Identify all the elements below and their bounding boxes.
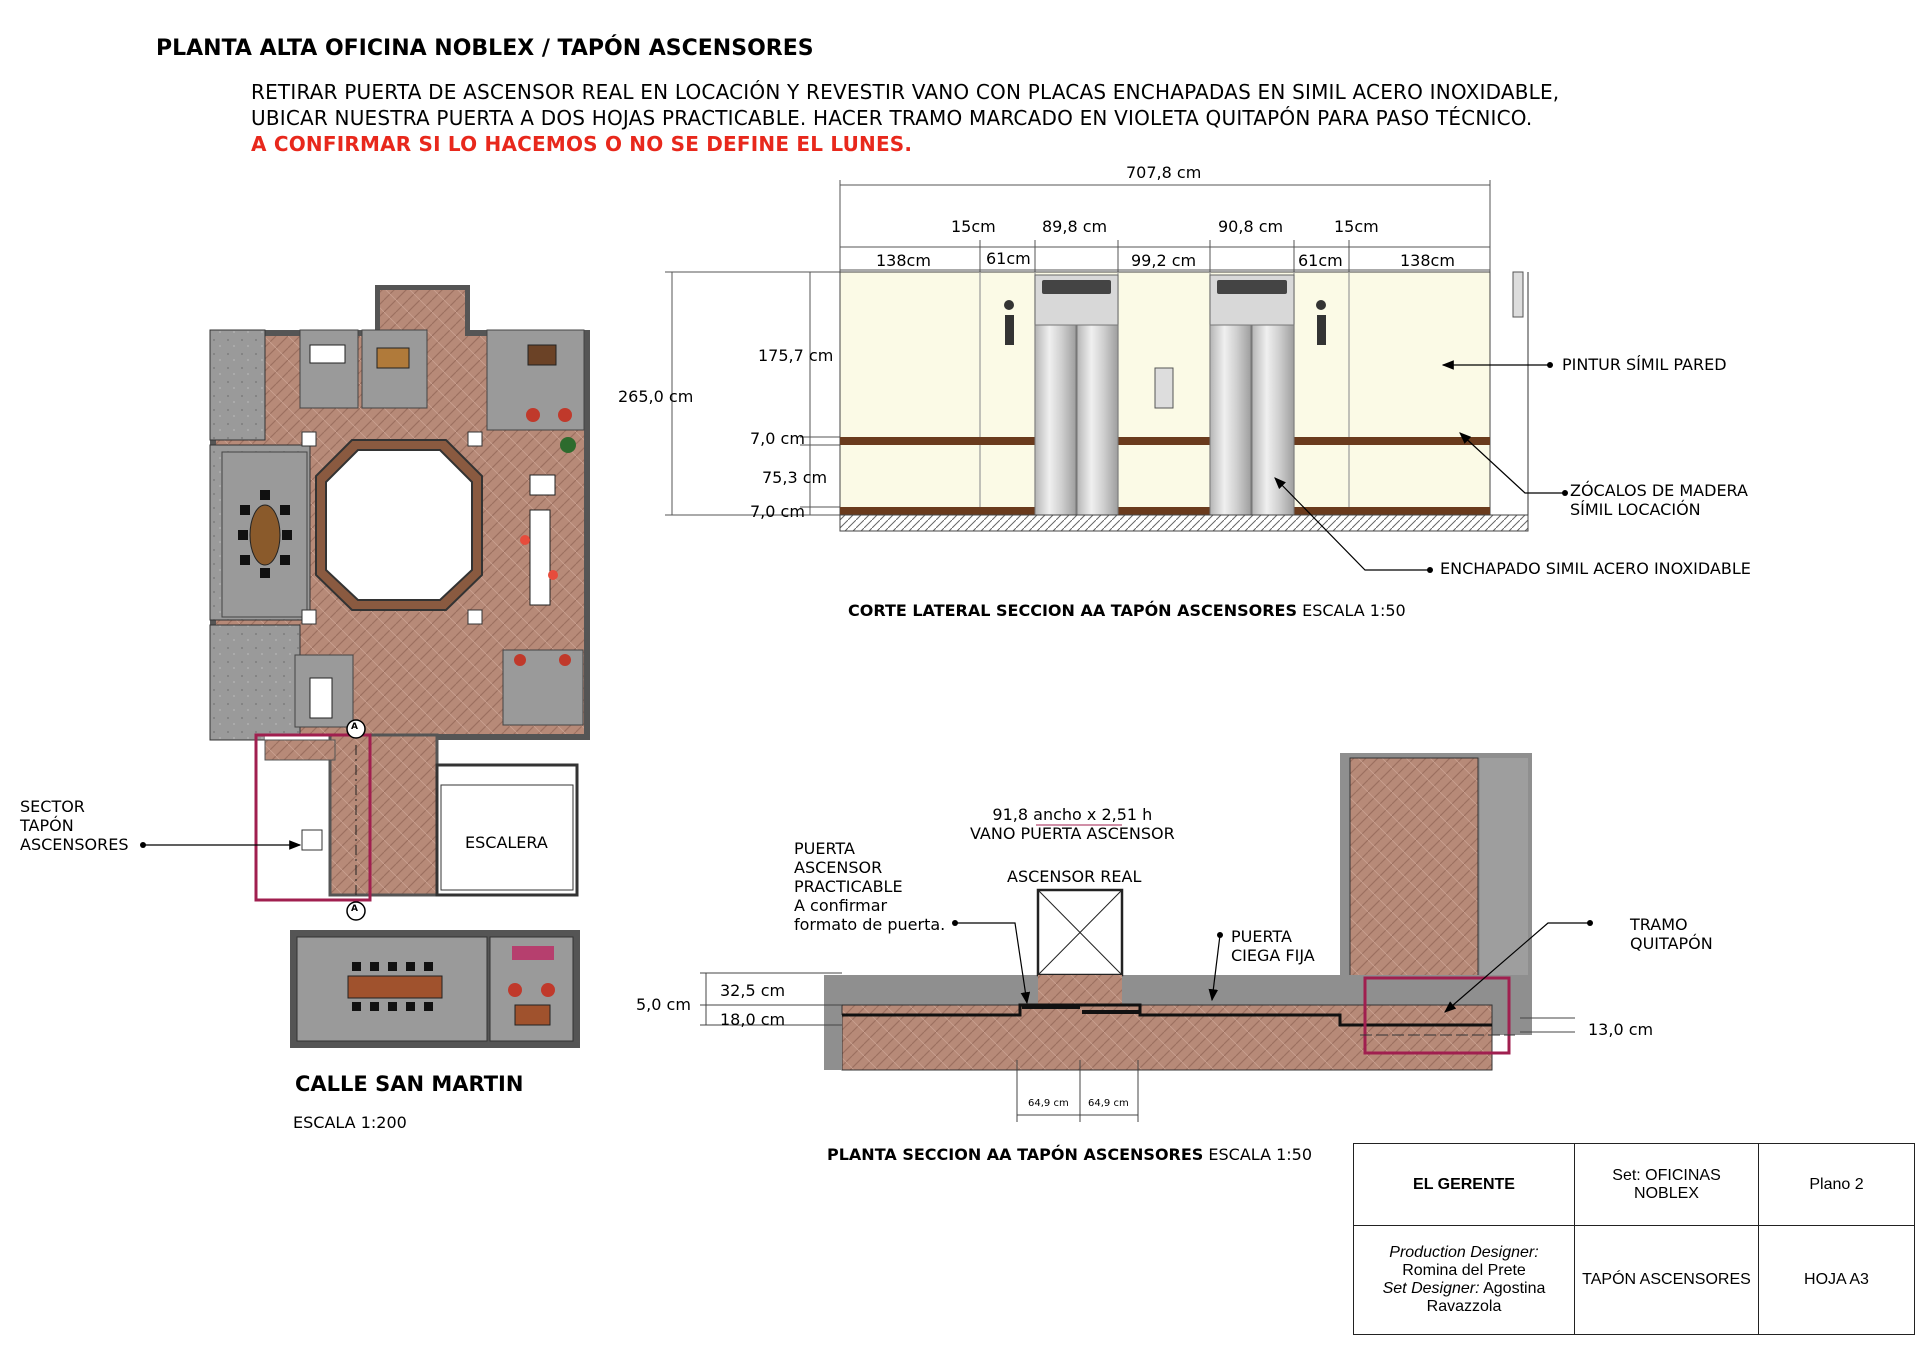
dim-row-3: 61cm xyxy=(1298,251,1343,270)
dim-top-0: 15cm xyxy=(951,217,996,236)
dim-depth-total: 5,0 cm xyxy=(636,995,691,1014)
floor-plan xyxy=(143,285,590,1048)
stairs-label: ESCALERA xyxy=(465,833,548,852)
dim-top-3: 15cm xyxy=(1334,217,1379,236)
dim-row-4: 138cm xyxy=(1400,251,1455,270)
pd-name: Romina del Prete xyxy=(1402,1262,1526,1279)
dim-depth-a: 32,5 cm xyxy=(720,981,786,1000)
section-marker-top: A xyxy=(351,722,358,732)
pd-role: Production Designer: xyxy=(1389,1244,1539,1261)
fixed-door-label: PUERTA CIEGA FIJA xyxy=(1231,927,1315,965)
section-marker-bottom: A xyxy=(351,904,358,914)
dim-depth-b: 18,0 cm xyxy=(720,1010,786,1029)
title-block-sheet-name: TAPÓN ASCENSORES xyxy=(1575,1226,1759,1335)
dim-height-upper: 175,7 cm xyxy=(758,346,834,365)
dim-top-1: 89,8 cm xyxy=(1042,217,1108,236)
elevation-caption-title: CORTE LATERAL SECCION AA TAPÓN ASCENSORES xyxy=(848,601,1298,620)
opening-dims: 91,8 ancho x 2,51 h VANO PUERTA ASCENSOR xyxy=(970,805,1175,843)
title-block-credits xyxy=(1354,1226,1575,1335)
dim-top-2: 90,8 cm xyxy=(1218,217,1284,236)
door-note: PUERTA ASCENSOR PRACTICABLE A confirmar formato de puerta. xyxy=(794,839,946,934)
callout-steel: ENCHAPADO SIMIL ACERO INOXIDABLE xyxy=(1440,559,1751,578)
plan-section-caption-title: PLANTA SECCION AA TAPÓN ASCENSORES xyxy=(827,1145,1204,1164)
instruction-line-1: RETIRAR PUERTA DE ASCENSOR REAL EN LOCACIÓN Y REVESTIR VANO CON PLACAS ENCHAPADAS EN SIMIL ACERO INOXIDABLE, xyxy=(251,80,1560,104)
dim-right: 13,0 cm xyxy=(1588,1020,1654,1039)
elevation-caption-scale: ESCALA 1:50 xyxy=(1297,601,1406,620)
sector-label: SECTOR TAPÓN ASCENSORES xyxy=(20,797,129,854)
elevation-caption xyxy=(848,601,1406,620)
title-block xyxy=(1353,1143,1915,1335)
dim-height-mid: 75,3 cm xyxy=(762,468,828,487)
title-block-sheet: HOJA A3 xyxy=(1759,1226,1915,1335)
sd-name: Agostina Ravazzola xyxy=(1426,1280,1546,1315)
tramo-label: TRAMO QUITAPÓN xyxy=(1630,915,1713,953)
sd-role: Set Designer: xyxy=(1382,1280,1480,1297)
elevator-left xyxy=(1035,275,1118,515)
dim-row-2: 99,2 cm xyxy=(1131,251,1197,270)
dim-height-total: 265,0 cm xyxy=(618,387,694,406)
leaf-right: 64,9 cm xyxy=(1088,1098,1129,1109)
dim-total-width: 707,8 cm xyxy=(1126,163,1202,182)
title-block-set: Set: OFICINAS NOBLEX xyxy=(1575,1144,1759,1226)
plan-section-caption-scale: ESCALA 1:50 xyxy=(1203,1145,1313,1164)
real-elevator-label: ASCENSOR REAL xyxy=(1007,867,1142,886)
page-title: PLANTA ALTA OFICINA NOBLEX / TAPÓN ASCENSORES xyxy=(156,36,814,61)
dim-row-1: 61cm xyxy=(986,249,1031,268)
callout-paint: PINTUR SÍMIL PARED xyxy=(1562,355,1727,374)
floor-plan-scale: ESCALA 1:200 xyxy=(293,1113,407,1132)
street-label: CALLE SAN MARTIN xyxy=(295,1072,524,1096)
title-block-project: EL GERENTE xyxy=(1354,1144,1575,1226)
elevator-right xyxy=(1210,275,1294,515)
callout-baseboard: ZÓCALOS DE MADERA SÍMIL LOCACIÓN xyxy=(1570,481,1748,519)
plan-section-caption xyxy=(827,1145,1312,1164)
confirmation-note: A CONFIRMAR SI LO HACEMOS O NO SE DEFINE EL LUNES. xyxy=(251,132,913,156)
leaf-left: 64,9 cm xyxy=(1028,1098,1069,1109)
dim-height-band1: 7,0 cm xyxy=(750,429,805,448)
dim-row-0: 138cm xyxy=(876,251,931,270)
dim-height-band2: 7,0 cm xyxy=(750,502,805,521)
instruction-line-2: UBICAR NUESTRA PUERTA A DOS HOJAS PRACTICABLE. HACER TRAMO MARCADO EN VIOLETA QUITAPÓN PARA PASO TÉCNICO. xyxy=(251,106,1533,130)
title-block-plan: Plano 2 xyxy=(1759,1144,1915,1226)
